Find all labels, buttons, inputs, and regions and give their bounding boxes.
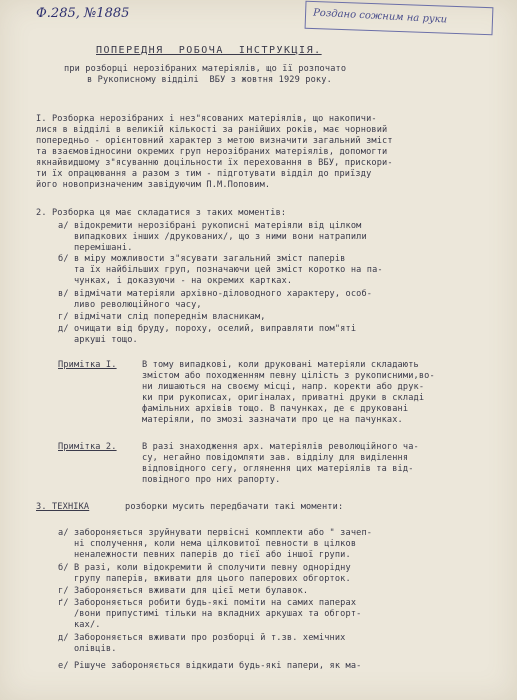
- note-1-line: матеріяли, по змозі зазначати про це на пачунках.: [142, 415, 403, 425]
- list-item: ні сполучення, коли нема цілковитої певности в цілков: [58, 539, 357, 549]
- note-1-line: В тому випадкові, коли друковані матеріяли складають: [142, 360, 419, 370]
- list-item: олівців.: [58, 644, 117, 654]
- list-item: в/ відмічати матеріяли архівно-діловодного характеру, особ-: [58, 289, 373, 299]
- note-1-line: ни лишаються на своєму місці, напр. коректи або друк-: [142, 382, 425, 392]
- note-1-label: Примітка І.: [58, 360, 117, 370]
- note-2-line: су, негайно повідомляти зав. відділу для виділення: [142, 453, 409, 463]
- list-item: неналежности певних паперів до тієї або іншої групи.: [58, 550, 351, 560]
- list-item: б/ В разі, коли відокремити й сполучити певну однорідну: [58, 563, 351, 573]
- note-1-line: ки при рукописах, оригіналах, приватні друки в складі: [142, 393, 425, 403]
- list-item: /вони припустимі тільки на вкладних аркушах та обгорт-: [58, 609, 362, 619]
- section-1-line: попередньо - орієнтовний характер з метою визначити загальний зміст: [36, 136, 393, 146]
- section-1-line: його новопризначеним завідуючим П.М.Поповим.: [36, 180, 271, 190]
- note-1-line: змістом або походженням певну цілість з рукописними,во-: [142, 371, 435, 381]
- note-2-label: Примітка 2.: [58, 442, 117, 452]
- section-1-line: якнайвидшому з"ясуванню доцільности їх переховання в ВБУ, прискори-: [36, 158, 393, 168]
- list-item: випадкових інших /друкованих/, що з ними вони натрапили: [58, 232, 367, 242]
- list-item: а/ забороняється зруйнувати первісні комплекти або " зачеп-: [58, 528, 373, 538]
- section-3-number: [36, 502, 89, 512]
- list-item: ках/.: [58, 620, 101, 630]
- list-item: групу паперів, вживати для цього паперових обгорток.: [58, 574, 351, 584]
- section-3-heading: 3. ТЕХНІКА: [36, 502, 90, 512]
- list-item: ливо революційного часу,: [58, 300, 202, 310]
- list-item: д/ очищати від бруду, пороху, оселий, виправляти пом"яті: [58, 324, 357, 334]
- list-item: г/ відмічати слід попереднім власникам,: [58, 312, 266, 322]
- list-item: а/ відокремити нерозібрані рукописні матеріяли від цілком: [58, 221, 362, 231]
- stamp-note: Роздано сожним на руки: [312, 7, 448, 26]
- list-item: г/ Забороняється вживати для цієї мети булавок.: [58, 586, 309, 596]
- list-item: ґ/ Забороняється робити будь-які поміти на самих паперах: [58, 598, 357, 608]
- note-2-line: В разі знаходження арх. матеріялів революційного ча-: [142, 442, 419, 452]
- list-item: аркуші тощо.: [58, 335, 138, 345]
- section-1-line: та взаємовідносини окремих груп нерозібраних матеріялів, допомогти: [36, 147, 388, 157]
- section-2-heading: 2. Розборка ця має складатися з таких моментів:: [36, 208, 287, 218]
- note-2-line: відповідного сегу, оглянення цих матеріялів та від-: [142, 464, 414, 474]
- section-1-line: ти їх опрацювання а разом з тим - підготувати відділ до приїзду: [36, 169, 372, 179]
- list-item: е/ Рішуче забороняється відкидати будь-які папери, як ма-: [58, 661, 362, 671]
- section-3-heading-rest: розборки мусить передбачати такі моменти:: [125, 502, 344, 512]
- list-item: д/ Забороняється вживати про розборці й т.зв. хемічних: [58, 633, 346, 643]
- section-1-line: І. Розборка нерозібраних і нез"ясованих матеріялів, що накопичи-: [36, 114, 377, 124]
- list-item: б/ в міру можливости з"ясувати загальний зміст паперів: [58, 254, 346, 264]
- list-item: перемішані.: [58, 243, 133, 253]
- list-item: чунках, і доказуючи - на окремих картках.: [58, 276, 293, 286]
- subtitle-line-1: при розборці нерозібраних матеріялів, що її розпочато: [64, 64, 347, 74]
- note-1-line: фамільних архівів тощо. В пачунках, де є друковані: [142, 404, 409, 414]
- subtitle-line-2: в Рукописному відділі ВБУ з жовтня 1929 року.: [87, 75, 332, 85]
- note-2-line: повідного про них рапорту.: [142, 475, 281, 485]
- page-title: ПОПЕРЕДНЯ РОБОЧА ІНСТРУКЦІЯ.: [96, 45, 322, 56]
- section-1-line: лися в відділі в великій кількості за ранійших років, має чорновий: [36, 125, 388, 135]
- archive-mark: Ф.285, №1885: [36, 6, 130, 21]
- list-item: та їх найбільших груп, позначаючи цей зміст коротко на па-: [58, 265, 383, 275]
